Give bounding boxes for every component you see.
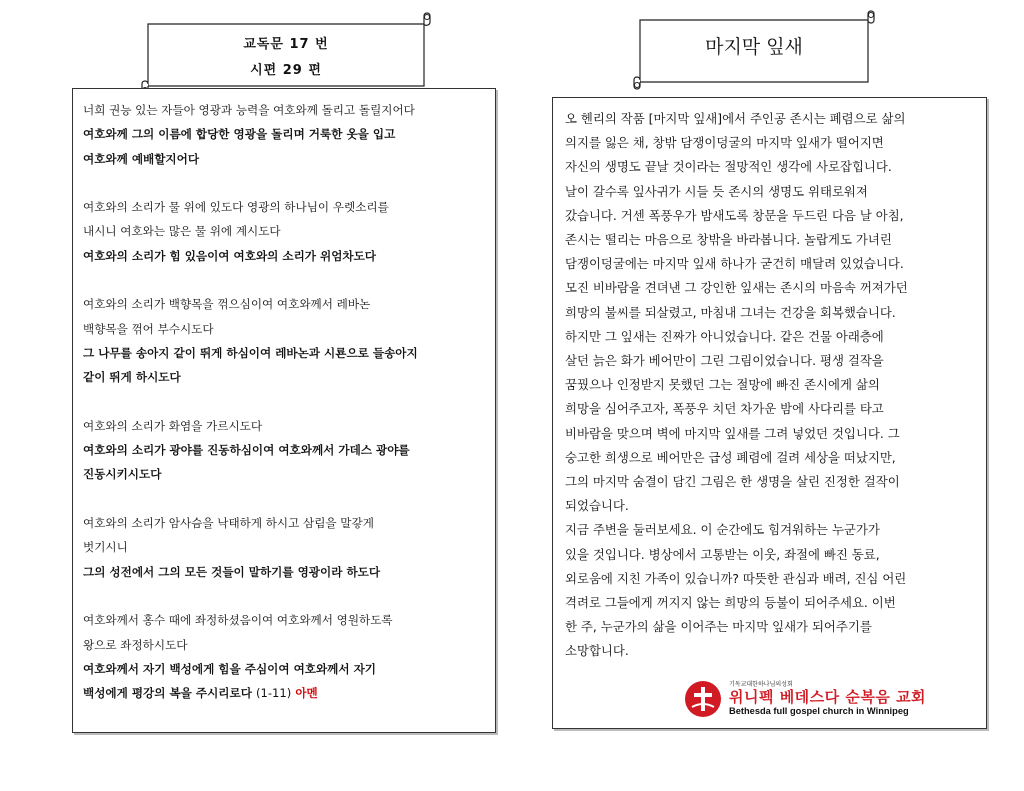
psalm-text	[83, 98, 493, 705]
leader-line: 벗기시니	[83, 540, 128, 555]
leader-line: 백향목을 꺾어 부수시도다	[83, 321, 214, 336]
psalm-reading-panel	[72, 88, 496, 733]
leader-line: 여호와의 소리가 화염을 가르시도다	[83, 418, 263, 433]
church-english-name: Bethesda full gospel church in Winnipeg	[729, 706, 909, 716]
story-line: 담쟁이덩굴에는 마지막 잎새 하나가 굳건히 매달려 있었습니다.	[565, 256, 904, 272]
church-logo	[685, 678, 965, 722]
story-line: 격려로 그들에게 꺼지지 않는 희망의 등불이 되어주세요. 이번	[565, 595, 896, 611]
story-line: 지금 주변을 둘러보세요. 이 순간에도 힘겨워하는 누군가가	[565, 522, 880, 538]
reading-number: 교독문 17 번	[243, 37, 329, 52]
story-line: 날이 갈수록 잎사귀가 시들 듯 존시의 생명도 위태로워져	[565, 183, 868, 199]
story-line: 숭고한 희생으로 베어만은 급성 폐렴에 걸려 세상을 떠났지만,	[565, 449, 896, 465]
story-line: 갔습니다. 거센 폭풍우가 밤새도록 창문을 두드린 다음 날 아침,	[565, 207, 904, 223]
response-line: 여호와께 예배할지어다	[83, 151, 200, 166]
story-line: 하지만 그 잎새는 진짜가 아니었습니다. 같은 건물 아래층에	[565, 328, 884, 344]
stanza-gap	[83, 487, 493, 511]
story-panel	[552, 97, 987, 729]
story-line: 소망합니다.	[565, 643, 629, 659]
story-text	[565, 107, 985, 664]
response-line	[83, 681, 493, 705]
response-line: 진동시키시도다	[83, 467, 162, 482]
verse-reference: (1-11)	[255, 686, 292, 701]
story-line: 그의 마지막 숨결이 담긴 그림은 한 생명을 살린 진정한 걸작이	[565, 474, 900, 490]
last-response-text: 백성에게 평강의 복을 주시리로다	[83, 686, 252, 701]
story-line: 모진 비바람을 견뎌낸 그 강인한 잎새는 존시의 마음속 꺼져가던	[565, 280, 908, 296]
response-line: 여호와께서 자기 백성에게 힘을 주심이여 여호와께서 자기	[83, 661, 377, 676]
response-line: 같이 뛰게 하시도다	[83, 370, 181, 385]
psalm-chapter: 시편 29 편	[250, 63, 322, 78]
story-line: 되었습니다.	[565, 498, 629, 514]
leader-line: 내시니 여호와는 많은 물 위에 계시도다	[83, 224, 281, 239]
church-emblem-icon	[685, 681, 721, 717]
response-line: 그의 성전에서 그의 모든 것들이 말하기를 영광이라 하도다	[83, 564, 381, 579]
leader-line: 여호와의 소리가 물 위에 있도다 영광의 하나님이 우렛소리를	[83, 200, 389, 215]
leader-line: 여호와의 소리가 백향목을 꺾으심이여 여호와께서 레바논	[83, 297, 371, 312]
stanza-gap	[83, 268, 493, 292]
story-line: 외로움에 지친 가족이 있습니까? 따뜻한 관심과 배려, 진심 어린	[565, 570, 907, 586]
leader-line: 왕으로 좌정하시도다	[83, 637, 188, 652]
scroll-banner-shape	[138, 12, 434, 94]
response-line: 여호와의 소리가 힘 있음이여 여호와의 소리가 위엄차도다	[83, 248, 377, 263]
response-line: 여호와의 소리가 광야를 진동하심이여 여호와께서 가데스 광야를	[83, 443, 410, 458]
leader-line: 여호와의 소리가 암사슴을 낙태하게 하시고 삼림을 말갛게	[83, 516, 374, 531]
stanza-gap	[83, 584, 493, 608]
story-line: 희망을 심어주고자, 폭풍우 치던 차가운 밤에 사다리를 타고	[565, 401, 884, 417]
story-line: 비바람을 맞으며 벽에 마지막 잎새를 그려 넣었던 것입니다. 그	[565, 425, 900, 441]
story-line: 오 헨리의 작품 [마지막 잎새]에서 주인공 존시는 폐렴으로 삶의	[565, 111, 906, 126]
amen-text: 아멘	[295, 686, 318, 701]
story-line: 꿈꿨으나 인정받지 못했던 그는 절망에 빠진 존시에게 삶의	[565, 377, 880, 393]
response-line: 여호와께 그의 이름에 합당한 영광을 돌리며 거룩한 옷을 입고	[83, 127, 396, 142]
story-line: 살던 늙은 화가 베어만이 그린 그림이었습니다. 평생 걸작을	[565, 353, 884, 369]
story-title: 마지막 잎새	[705, 36, 803, 58]
denomination-text: 기독교대한하나님의성회	[729, 681, 793, 688]
leader-line: 너희 권능 있는 자들아 영광과 능력을 여호와께 돌리고 돌릴지어다	[83, 103, 415, 117]
response-line: 그 나무를 송아지 같이 뛰게 하심이여 레바논과 시룐으로 들송아지	[83, 345, 418, 360]
story-line: 존시는 떨리는 마음으로 창밖을 바라봅니다. 놀랍게도 가녀린	[565, 232, 892, 248]
psalm-title-banner	[138, 12, 434, 94]
story-title-banner	[632, 10, 876, 88]
leader-line: 여호와께서 홍수 때에 좌정하셨음이여 여호와께서 영원하도록	[83, 613, 393, 628]
church-korean-name: 위니펙 베데스다 순복음 교회	[729, 688, 927, 706]
story-line: 자신의 생명도 끝날 것이라는 절망적인 생각에 사로잡힙니다.	[565, 159, 892, 175]
stanza-gap	[83, 390, 493, 414]
story-line: 한 주, 누군가의 삶을 이어주는 마지막 잎새가 되어주기를	[565, 619, 872, 635]
story-line: 희망의 불씨를 되살렸고, 마침내 그녀는 건강을 회복했습니다.	[565, 304, 896, 320]
stanza-gap	[83, 171, 493, 195]
story-line: 있을 것입니다. 병상에서 고통받는 이웃, 좌절에 빠진 동료,	[565, 546, 880, 562]
story-line: 의지를 잃은 채, 창밖 담쟁이덩굴의 마지막 잎새가 떨어지면	[565, 135, 884, 151]
